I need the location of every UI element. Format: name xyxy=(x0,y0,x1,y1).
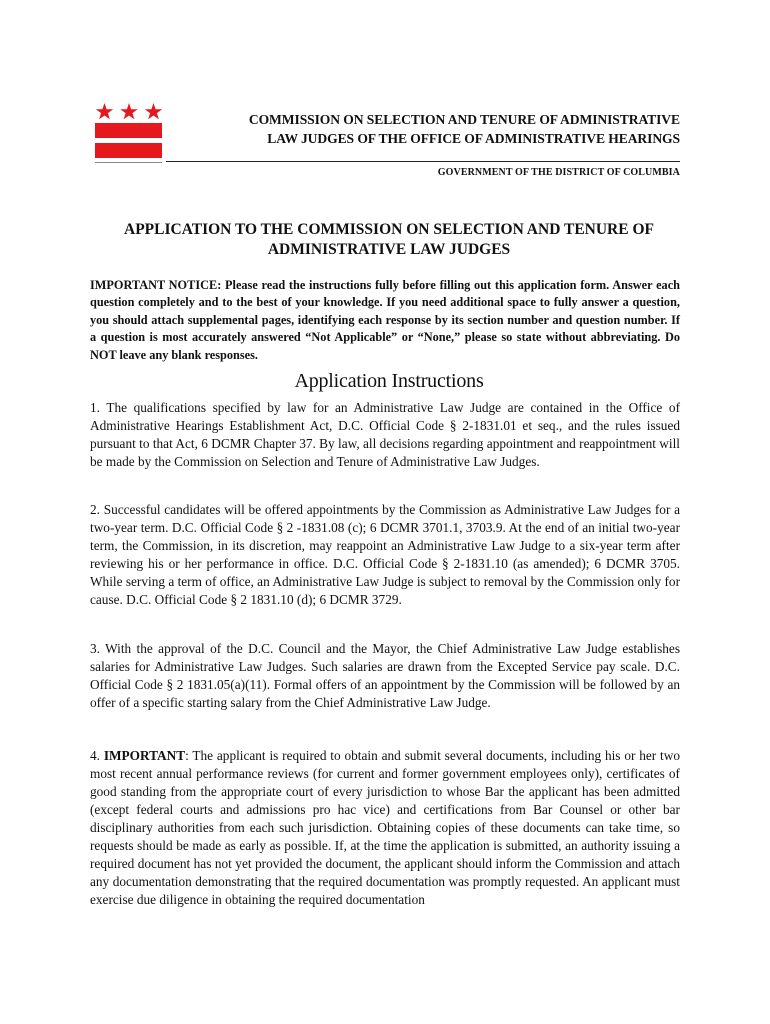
flag-bar-1 xyxy=(95,123,162,138)
instructions-heading: Application Instructions xyxy=(294,370,484,392)
instruction-paragraph-1: 1. The qualifications specified by law for an Administrative Law Judge are contained in the Office of Administrative Hearings Establishment Act, D.C. Official Code § 2-1831.01 et seq., and the rules issued pursuant to that Act, 6 DCMR Chapter 37. By law, all decisions regarding appointment and reappointment will be made by the Commission on Selection and Tenure of Administrative Law Judges. xyxy=(90,400,680,469)
flag-star-3 xyxy=(145,103,162,119)
paragraph-4-text: : The applicant is required to obtain and submit several documents, including his or her two most recent annual performance reviews (for current and former government employees only), certificates of good standing from the appropriate court of every jurisdiction to whose Bar the applicant has been admitted (except federal courts and admissions pro hac vice) and certifications from Bar Counsel or other bar disciplinary authorities from each such jurisdiction. Obtaining copies of these documents can take time, so requests should be made as early as possible. If, at the time the application is submitted, an authority issuing a required document has not yet provided the document, the applicant should inform the Commission and attach any documentation demonstrating that the required documentation was promptly requested. An applicant must exercise due diligence in obtaining the required documentation xyxy=(90,748,680,907)
application-title-line-2: ADMINISTRATIVE LAW JUDGES xyxy=(267,241,511,258)
commission-title-line-2: LAW JUDGES OF THE OFFICE OF ADMINISTRATIVE HEARINGS xyxy=(267,131,680,146)
commission-title-line-1: COMMISSION ON SELECTION AND TENURE OF ADMINISTRATIVE xyxy=(248,112,680,127)
application-title-line-1: APPLICATION TO THE COMMISSION ON SELECTION AND TENURE OF xyxy=(124,221,654,238)
paragraph-4-important-label: IMPORTANT xyxy=(103,748,186,763)
header-divider xyxy=(166,161,680,162)
important-notice: IMPORTANT NOTICE: Please read the instructions fully before filling out this application form. Answer each question completely and to the best of your knowledge. If you need additional space to fully answer a question, you should attach supplemental pages, identifying each response by its section number and question number. If a question is most accurately answered “Not Applicable” or “None,” please so state without abbreviating. Do NOT leave any blank responses. xyxy=(90,278,680,362)
flag-star-2 xyxy=(120,103,137,119)
flag-underline xyxy=(95,162,162,163)
instruction-paragraph-2: 2. Successful candidates will be offered appointments by the Commission as Administrative Law Judges for a two-year term. D.C. Official Code § 2 -1831.08 (c); 6 DCMR 3701.1, 3703.9. At the end of an initial two-year term, the Commission, in its discretion, may reappoint an Administrative Law Judge to a six-year term after reviewing his or her performance in office. D.C. Official Code § 2-1831.10 (as amended); 6 DCMR 3705. While serving a term of office, an Administrative Law Judge is subject to removal by the Commission only for cause. D.C. Official Code § 2 1831.10 (d); 6 DCMR 3729. xyxy=(90,502,680,607)
commission-title xyxy=(166,110,680,148)
flag-bar-2 xyxy=(95,143,162,158)
paragraph-4-number: 4. xyxy=(90,748,104,763)
dc-flag-logo xyxy=(95,101,162,161)
instruction-paragraph-4 xyxy=(90,747,680,909)
application-title xyxy=(90,220,688,260)
flag-star-1 xyxy=(96,103,113,119)
instruction-paragraph-3: 3. With the approval of the D.C. Council and the Mayor, the Chief Administrative Law Judge establishes salaries for Administrative Law Judges. Such salaries are drawn from the Excepted Service pay scale. D.C. Official Code § 2 1831.05(a)(11). Formal offers of an appointment by the Commission will be followed by an offer of a specific starting salary from the Chief Administrative Law Judge. xyxy=(90,641,680,710)
government-label: GOVERNMENT OF THE DISTRICT OF COLUMBIA xyxy=(437,167,680,178)
